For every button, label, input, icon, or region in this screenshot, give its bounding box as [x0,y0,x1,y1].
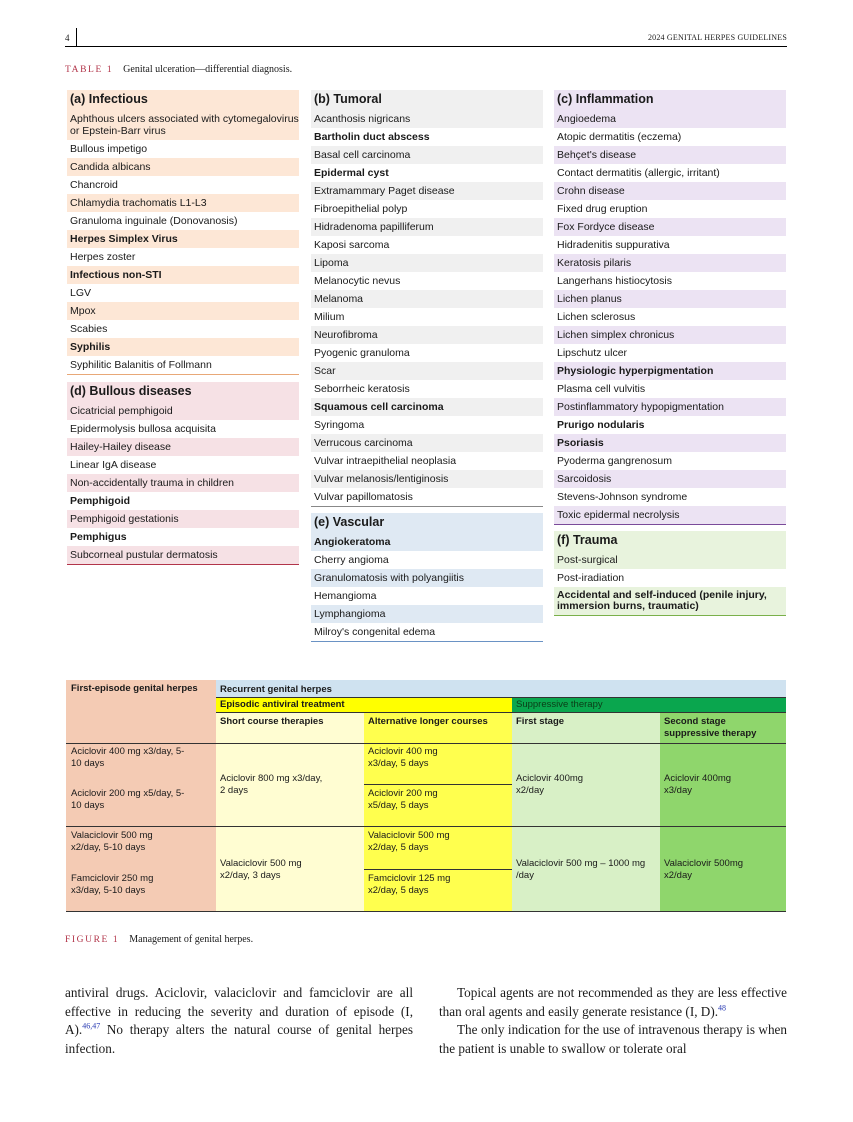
suppressive-header: Suppressive therapy [516,699,603,710]
table-caption [65,64,292,75]
regimen-cell: Valaciclovir 500 mg – 1000 mg /day [516,858,646,881]
list-item: Syringoma [314,419,365,431]
table-column-2 [311,90,543,642]
vascular-section [311,513,543,642]
list-item: Fibroepithelial polyp [314,203,408,215]
list-item: Chancroid [70,179,118,191]
body-left-column [65,984,413,1058]
list-item: Keratosis pilaris [554,254,786,272]
management-figure [66,680,786,912]
alternative-header: Alternative longer courses [368,716,488,727]
list-item: Basal cell carcinoma [311,146,543,164]
divider [66,826,786,827]
list-item: Herpes zoster [70,251,136,263]
regimen-cell: Valaciclovir 500mg x2/day [664,858,744,881]
regimen-cell: Aciclovir 400 mg x3/day, 5-10 days [71,746,185,769]
header-divider [76,28,77,46]
list-item: Hemangioma [314,590,377,602]
list-item: Chlamydia trachomatis L1-L3 [67,194,299,212]
regimen-cell: Famciclovir 125 mg x2/day, 5 days [368,873,451,896]
list-item: Infectious non-STI [67,266,299,284]
list-item: Lipoma [311,254,543,272]
body-text: The only indication for the use of intravenous therapy is when the patient is unable to swallow or tolerate oral [439,1022,787,1056]
list-item: Verrucous carcinoma [311,434,543,452]
list-item: Granuloma inguinale (Donovanosis) [70,215,238,227]
list-item: Epidermolysis bullosa acquisita [70,423,216,435]
list-item: Granulomatosis with polyangiitis [311,569,543,587]
list-item: Extramammary Paget disease [311,182,543,200]
recurrent-header: Recurrent genital herpes [220,684,332,695]
list-item: Aphthous ulcers associated with cytomegalovirus or Epstein-Barr virus [67,110,299,140]
inflammation-section [554,90,786,525]
list-item: Pemphigoid gestationis [67,510,299,528]
list-item: Syphilis [67,338,299,356]
second-stage-header: Second stage suppressive therapy [664,716,757,739]
first-episode-header: First-episode genital herpes [71,683,198,694]
list-item: Vulvar melanosis/lentiginosis [311,470,543,488]
list-item: Melanoma [311,290,543,308]
header-rule [65,46,787,47]
list-item: Non-accidentally trauma in children [67,474,299,492]
regimen-cell: Valaciclovir 500 mg x2/day, 3 days [220,858,302,881]
inflammation-title: (c) Inflammation [554,90,786,110]
list-item: Physiologic hyperpigmentation [554,362,786,380]
list-item: Herpes Simplex Virus [67,230,299,248]
regimen-cell: Valaciclovir 500 mg x2/day, 5-10 days [71,830,153,853]
vascular-title: (e) Vascular [311,513,543,533]
table-column-3 [554,90,786,616]
list-item: LGV [70,287,92,299]
list-item: Fixed drug eruption [557,203,648,215]
episodic-header: Episodic antiviral treatment [220,699,345,710]
regimen-cell: Aciclovir 400mg x3/day [664,773,732,796]
list-item: Candida albicans [67,158,299,176]
list-item: Epidermal cyst [314,167,389,179]
figure-caption-text: Management of genital herpes. [129,934,254,945]
list-item: Cherry angioma [314,554,389,566]
list-item: Cicatricial pemphigoid [67,402,299,420]
list-item: Pyoderma gangrenosum [557,455,672,467]
list-item: Mpox [67,302,299,320]
short-course-header: Short course therapies [220,716,324,727]
list-item: Hidradenitis suppurativa [557,239,670,251]
list-item: Seborrheic keratosis [314,383,410,395]
list-item: Prurigo nodularis [557,419,645,431]
list-item: Angioedema [554,110,786,128]
list-item: Lymphangioma [311,605,543,623]
list-item: Kaposi sarcoma [314,239,390,251]
regimen-cell: Aciclovir 800 mg x3/day, 2 days [220,773,323,796]
list-item: Plasma cell vulvitis [557,383,646,395]
list-item: Sarcoidosis [554,470,786,488]
list-item: Scabies [70,323,108,335]
list-item: Linear IgA disease [70,459,157,471]
list-item: Milium [314,311,345,323]
list-item: Pyogenic granuloma [314,347,410,359]
list-item: Psoriasis [554,434,786,452]
regimen-cell: Famciclovir 250 mg x3/day, 5-10 days [71,873,154,896]
list-item: Contact dermatitis (allergic, irritant) [557,167,720,179]
list-item: Lichen sclerosus [557,311,636,323]
divider [364,784,512,785]
tumoral-section [311,90,543,507]
infectious-section [67,90,299,375]
figure-caption [65,934,253,945]
list-item: Post-surgical [554,551,786,569]
list-item: Hailey-Hailey disease [67,438,299,456]
citation-link[interactable]: 48 [718,1003,727,1013]
body-right-column [439,984,787,1058]
list-item: Hidradenoma papilliferum [311,218,543,236]
regimen-cell: Aciclovir 400 mg x3/day, 5 days [368,746,438,769]
body-text: No therapy alters the natural course of genital herpes infection. [65,1022,413,1056]
regimen-cell: Aciclovir 200 mg x5/day, 5-10 days [71,788,185,811]
regimen-cell: Aciclovir 400mg x2/day [516,773,584,796]
list-item: Toxic epidermal necrolysis [554,506,786,524]
list-item: Langerhans histiocytosis [557,275,672,287]
list-item: Accidental and self-induced (penile injury, immersion burns, traumatic) [554,587,786,615]
list-item: Lichen planus [554,290,786,308]
table-column-1 [67,90,299,565]
body-text: antiviral drugs. Aciclovir, valaciclovir and famciclovir are all effective in reducing the severity and duration of episode (I, A). [65,985,413,1037]
list-item: Crohn disease [554,182,786,200]
list-item: Squamous cell carcinoma [311,398,543,416]
list-item: Bullous impetigo [70,143,148,155]
list-item: Scar [311,362,543,380]
list-item: Behçet's disease [554,146,786,164]
list-item: Angiokeratoma [311,533,543,551]
list-item: Pemphigoid [70,495,131,507]
list-item: Postinflammatory hypopigmentation [554,398,786,416]
list-item: Lipschutz ulcer [557,347,628,359]
list-item: Syphilitic Balanitis of Follmann [70,359,212,371]
list-item: Lichen simplex chronicus [554,326,786,344]
list-item: Fox Fordyce disease [554,218,786,236]
divider [364,869,512,870]
table-label: TABLE 1 [65,65,114,75]
citation-link[interactable]: 46,47 [82,1021,101,1031]
regimen-cell: Valaciclovir 500 mg x2/day, 5 days [368,830,450,853]
list-item: Post-iradiation [557,572,625,584]
figure-label: FIGURE 1 [65,935,120,945]
table-caption-text: Genital ulceration—differential diagnosis. [123,64,293,75]
page-number: 4 [65,33,70,43]
list-item: Pemphigus [70,531,127,543]
list-item: Atopic dermatitis (eczema) [557,131,682,143]
first-stage-header: First stage [516,716,565,727]
list-item: Milroy's congenital edema [314,626,436,638]
bullous-title: (d) Bullous diseases [67,382,299,402]
list-item: Stevens-Johnson syndrome [557,491,688,503]
tumoral-title: (b) Tumoral [311,90,543,110]
infectious-title: (a) Infectious [67,90,299,110]
list-item: Vulvar papillomatosis [311,488,543,507]
body-text: Topical agents are not recommended as they are less effective than oral agents and easily generate resistance (I, D). [439,985,787,1019]
list-item: Acanthosis nigricans [311,110,543,128]
regimen-cell: Aciclovir 200 mg x5/day, 5 days [368,788,438,811]
divider [66,911,786,912]
trauma-title: (f) Trauma [554,531,786,551]
trauma-section [554,531,786,616]
list-item: Bartholin duct abscess [314,131,430,143]
list-item: Melanocytic nevus [314,275,401,287]
list-item: Subcorneal pustular dermatosis [67,546,299,564]
list-item: Neurofibroma [311,326,543,344]
bullous-section [67,382,299,565]
journal-title: 2024 GENITAL HERPES GUIDELINES [647,33,787,42]
list-item: Vulvar intraepithelial neoplasia [314,455,457,467]
